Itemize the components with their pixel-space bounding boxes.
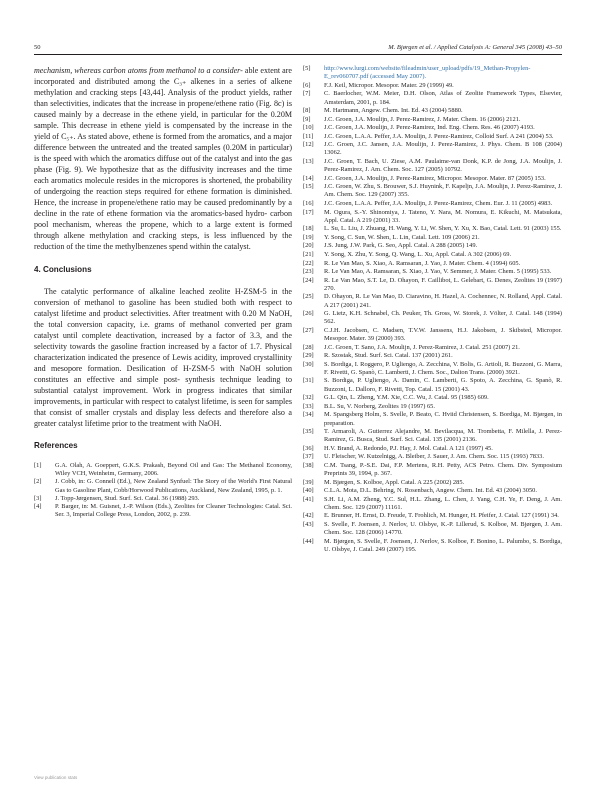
reference-item [303,479,562,487]
text-line: in the conversion of methanol to gasoline has been studied both [34,287,293,307]
reference-text: B.L. Su, V. Norberg, Zeolites 19 (1997) 65. [324,402,435,410]
reference-number: [17] [303,208,314,216]
reference-number: [34] [303,411,314,419]
reference-number: [3] [34,494,42,502]
reference-item [303,361,562,377]
left-column [34,65,292,519]
reference-text: C.J.H. Jacobsen, C. Madsen, T.V.W. Janssens, H.J. Jakobsen, J. Skibsted, Micropor. Mesopor. Mater. 39 (2000) 393. [324,326,562,343]
reference-text: R. Le Van Mao, S. Xiao, A. Ramsaran, J. Yao, J. Mater. Chem. 4 (1994) 605. [324,259,521,267]
text-line: sample. This decrease in ethene yield is compensated by the [34,121,243,130]
reference-number: [26] [303,310,314,318]
reference-item [303,242,562,250]
text-line: Work in progress indicates that similar improvements, in [34,386,292,406]
reference-text: M. Bjørgen, S. Svelle, F. Joensen, J. Nerlov, S. Kolboe, F. Bonino, L. Palumbo, S. Bordiga, U. Olsbye, J. Catal. 249 (2007) 195. [324,537,562,553]
reference-item [303,183,562,199]
text-line: with respect to catalyst lifetime and product selectivities. After [34,298,293,318]
reference-number: [7] [303,90,311,98]
text-line: that the increase in propene/ethene ratio (Fig. 8c) is caused mainly [34,99,292,119]
reference-number: [21] [303,250,314,258]
reference-text: G.L. Qin, L. Zheng, Y.M. Xie, C.C. Wu, J. Catal. 95 (1985) 609. [324,394,489,402]
reference-item [303,175,562,183]
text-line: shortened, the probability of undergoing the reaction steps [34,176,292,196]
reference-item [303,293,562,309]
reference-item [303,268,562,276]
section-heading-conclusions: 4. Conclusions [34,265,92,274]
text-line: crystallinity and mesopore formation. Desilication of H-ZSM-5 [34,353,292,373]
reference-item [303,141,562,157]
reference-number: [27] [303,326,314,334]
reference-item [303,133,562,141]
text-line: by a decrease in the ethene yield, in particular for the 0.20M [84,110,293,119]
reference-item [303,377,562,393]
reference-item [303,445,562,453]
reference-text: H.V. Brand, A. Redondo, P.J. Hay, J. Mol. Catal. A 121 (1997) 45. [324,444,493,452]
reference-item [303,496,562,512]
reference-text: P. Barger, in: M. Guisnet, J.-P. Wilson (Eds.), Zeolites for Cleaner Technologies: Catal. Sci. Ser. 3, Imperial College Press, London, 2002, p. 239. [55,503,292,519]
reference-number: [40] [303,487,314,495]
reference-number: [1] [34,462,42,469]
reference-item [303,251,562,259]
reference-number: [14] [303,174,314,182]
reference-item [303,116,562,124]
text-line: increase in the yield of C₅₊. As stated above, ethene is formed from [34,121,292,141]
reference-number: [31] [303,377,314,385]
reference-item [303,344,562,352]
reference-number: [25] [303,293,314,301]
reference-text: J.S. Jung, J.W. Park, G. Seo, Appl. Catal. A 288 (2005) 149. [324,242,478,250]
reference-number: [44] [303,537,314,545]
reference-item [303,90,562,106]
text-line: time each aromatics molecule resides in the micropores is [34,165,292,185]
reference-text: M. Spangsberg Holm, S. Svelle, P. Beato, C. Hviid Christensen, S. Bordiga, M. Bjørgen, in preparation. [324,411,562,427]
reference-text: R. Le Van Mao, S.T. Le, D. Ohayon, F. Caillibot, L. Gelebart, G. Denes, Zeolites 19 (1997) 270. [324,276,562,292]
reference-text: U. Fleischer, W. Kutzelnigg, A. Bleiber, J. Sauer, J. Am. Chem. Soc. 115 (1993) 7833. [324,453,544,461]
reference-number: [19] [303,233,314,241]
text-line: spend within the catalyst. [168,242,251,251]
reference-number: [16] [303,200,314,208]
reference-number: [43] [303,521,314,529]
reference-url-link[interactable]: http://www.lurgi.com/website/fileadmin/user_upload/pdfs/19_Methan-Propylen-E_rev060707.pdf (accessed May 2007). [324,65,531,81]
reference-text: J.C. Groen, L.A.A. Peffer, J.A. Moulijn, J. Perez-Ramirez, Chem. Eur. J. 11 (2005) 4983. [324,200,553,208]
reference-number: [13] [303,157,314,165]
reference-item [303,411,562,427]
text-line: synthesis technique leading to substantial catalyst improvement. [34,375,292,395]
reference-number: [15] [303,183,314,191]
reference-item [34,503,292,519]
reference-item [303,394,562,402]
reference-item-link[interactable] [303,65,562,81]
text-line: the aromatics diffuse out of the catalyst and into the gas phase [34,154,292,174]
reference-number: [39] [303,478,314,486]
reference-number: [32] [303,394,314,402]
reference-list-right [303,65,562,554]
reference-item [303,124,562,132]
reference-item [303,521,562,537]
reference-text: F.J. Keil, Micropor. Mesopor. Mater. 29 (1999) 49. [324,81,454,89]
reference-item [303,487,562,495]
reference-text: C.M. Tsang, P.-S.E. Dai, F.P. Mertens, R.H. Petty, ACS Petro. Chem. Div. Symposium Preprints 39, 1994, p. 367. [324,461,562,478]
reference-item [303,209,562,225]
text-line: grams of methanol converted per gram catalyst until complete [34,320,292,340]
text-line: the aromatics, and a major difference between the untreated and [34,132,292,152]
reference-item [34,478,292,494]
reference-item [303,352,562,360]
reference-text: M. Hartmann, Angew. Chem. Int. Ed. 43 (2004) 5880. [324,107,463,115]
text-line: the treated samples (0.20M in particular) is the speed with which [34,143,293,163]
reference-item [303,327,562,343]
text-line: in a series of alkene methylation and cracking steps [43,44]. [34,77,292,97]
reference-number: [35] [303,428,314,436]
reference-text: T. Armaroli, A. Gutierrez Alejandre, M. Bevilacqua, M. Trombetta, F. Milella, J. Perez-Ramirez, G. Busca, Stud. Surf. Sci. Catal. 135 (2001) 2136. [324,428,562,444]
text-line: extent is formed through alkene methylation and cracking steps, is [34,220,293,240]
text-line: Analysis of the product yields, rather than selectivities, indicates [34,88,292,108]
reference-item [303,234,562,242]
reference-text: G. Lietz, K.H. Schnabel, Ch. Peuker, Th. Gross, W. Storek, J. Völter, J. Catal. 148 (1994) 562. [324,310,562,326]
reference-text: G.A. Olah, A. Goeppert, G.K.S. Prakash, Beyond Oil and Gas: The Methanol Economy, Wiley VCH, Weinheim, Germany, 2006. [55,462,292,478]
journal-reference: M. Bjørgen et al. / Applied Catalysis A: General 345 (2008) 43–50 [388,44,562,51]
reference-number: [5] [303,65,311,72]
reference-item [303,538,562,554]
reference-item [303,512,562,520]
reference-text: C.L.A. Mota, D.L. Behring, N. Rosenbach, Angew. Chem. Int. Ed. 43 (2004) 3050. [324,487,537,495]
reference-number: [4] [34,503,42,511]
text-line: treatment with 0.20 M NaOH, the total conversion capacity, i.e. [34,309,293,329]
reference-text: M. Bjørgen, S. Kolboe, Appl. Catal. A 225 (2002) 285. [324,478,465,486]
text-line: that consist of smaller crystals and display less defects and [34,408,240,417]
reference-item [303,310,562,326]
reference-number: [23] [303,268,314,276]
text-line: characterization indicated the presence of Lewis acidity, improved [34,353,254,362]
reference-text: S. Bordiga, P. Ugliengo, A. Damin, C. Lamberti, G. Spoto, A. Zecchina, G. Spanò, R. Buzzoni, L. Dalloro, F. Rivetti, Top. Catal. 15 (2001) 43. [324,377,562,393]
reference-item [34,462,292,478]
reference-item [303,403,562,411]
reference-text: J.C. Groen, J.C. Jansen, J.A. Moulijn, J. Perez-Ramirez, J. Phys. Chem. B 108 (2004) 13062. [324,141,562,157]
reference-number: [2] [34,478,42,486]
reference-item [303,158,562,174]
reference-number: [29] [303,352,314,360]
text-line: towards the gasoline fraction increased by a factor of 1.7. Physical [69,342,292,351]
reference-text: R. Le Van Mao, A. Ramsaran, S. Xiao, J. Yao, V. Semmer, J. Mater. Chem. 5 (1995) 533. [324,268,552,276]
section-heading-references: References [34,441,78,450]
reference-number: [42] [303,512,314,520]
reference-item [303,453,562,461]
reference-item [303,225,562,233]
reference-number: [9] [303,115,311,123]
text-line: therefore also a greater catalyst lifetime prior to the treatment [34,408,293,428]
reference-text: D. Ohayon, R. Le Van Mao, D. Ciaravino, H. Hazel, A. Cochennec, N. Rolland, Appl. Catal. A 217 (2001) 241. [324,293,562,309]
reference-number: [37] [303,453,314,461]
reference-text: J.C. Groen, J.A. Moulijn, J. Perez-Ramirez, Micropor. Mesopor. Mater. 87 (2005) 153. [324,174,546,182]
reference-number: [36] [303,444,314,452]
reference-item [34,495,292,503]
reference-item [303,277,562,293]
reference-text: J.C. Groen, T. Bach, U. Ziese, A.M. Paulaime-van Donk, K.P. de Jong, J.A. Moulijn, J. Perez-Ramirez, J. Am. Chem. Soc. 127 (2005) 10792. [324,157,562,174]
reference-number: [11] [303,132,314,140]
reference-item [303,260,562,268]
text-line: carbon pool mechanism, whereas the propene, which to a large [34,209,293,229]
reference-list-left [34,462,292,519]
text-line: in propene/ethene ratio may be caused predominantly by a decline [34,198,292,218]
text-line: mechanism, whereas carbon atoms from methanol to a consider- [34,66,245,75]
reference-number: [6] [303,81,311,89]
conclusions-paragraph [34,286,292,429]
text-line: with NaOH. [182,419,222,428]
reference-number: [30] [303,360,314,368]
reference-item [303,462,562,478]
page-number: 50 [34,44,41,51]
reference-text: Y. Song, C. Sun, W. Shen, L. Lin, Catal. Lett. 109 (2006) 21. [324,233,480,241]
reference-text: R. Szostak, Stud. Surf. Sci. Catal. 137 (2001) 261. [324,352,453,360]
reference-text: J.C. Groen, J.A. Moulijn, J. Perez-Ramirez, Ind. Eng. Chem. Res. 46 (2007) 4193. [324,124,535,132]
reference-text: S. Bordiga, I. Roggero, P. Ugliengo, A. Zecchina, V. Bolis, G. Artioli, R. Buzzoni, G. Marra, F. Rivetti, G. Spanò, C. Lamberti, J. Chem. Soc., Dalton Trans. (2000) 3921. [324,360,562,376]
reference-number: [18] [303,225,314,233]
reference-text: J.C. Groen, L.A.A. Peffer, J.A. Moulijn, J. Perez-Ramirez, Colloid Surf. A 241 (2004) 53. [324,132,554,140]
text-line: (Fig. 9). We hypothesize that as the diffusivity increases and the [55,165,278,174]
reference-text: J.C. Groen, J.A. Moulijn, J. Perez-Ramirez, J. Mater. Chem. 16 (2006) 2121. [324,115,521,123]
text-line: required for ethene formation is diminished. Hence, the increase [34,187,293,207]
reference-text: L. Su, L. Liu, J. Zhuang, H. Wang, Y. Li, W. Shen, Y. Xu, X. Bao, Catal. Lett. 91 (2003) 155. [324,225,562,233]
reference-number: [41] [303,495,314,503]
reference-item [303,428,562,444]
reference-item [303,107,562,115]
reference-number: [20] [303,242,314,250]
reference-text: S. Svelle, F. Joensen, J. Nerlov, U. Olsbye, K.-P. Lillerud, S. Kolboe, M. Bjørgen, J. Am. Chem. Soc. 128 (2006) 14770. [324,521,562,537]
text-line: able extent are incorporated and distributed among the C₃₊ alkenes [34,66,292,86]
footer-note: View publication stats [34,775,78,780]
reference-number: [22] [303,259,314,267]
reference-text: J.C. Groen, T. Sano, J.A. Moulijn, J. Perez-Ramirez, J. Catal. 251 (2007) 21. [324,343,520,351]
reference-text: S.H. Li, A.M. Zheng, Y.C. Sul, H.L. Zhang, L. Chen, J. Yang, C.H. Ye, F. Deng, J. Am. Chem. Soc. 129 (2007) 11161. [324,495,562,511]
reference-number: [10] [303,124,314,132]
text-line: deactivation, increased by a factor of 3.3, and the selectivity [34,331,292,351]
reference-number: [33] [303,402,314,410]
reference-item [303,82,562,90]
text-line: in the rate of ethene formation via the aromatics-based hydro- [60,209,271,218]
right-column [303,65,562,555]
reference-text: M. Ogura, S.-Y. Shinomiya, J. Tateno, Y. Nara, M. Nomura, E. Kikuchi, M. Matsukata, Appl. Catal. A 219 (2001) 33. [324,208,562,224]
running-header [34,43,562,55]
reference-text: J. Topp-Jørgensen, Stud. Surf. Sci. Catal. 36 (1988) 293. [55,494,200,502]
text-line: less influenced by the reduction of the time the methylbenzenes [34,231,293,251]
reference-number: [38] [303,461,314,469]
reference-text: Y. Song, X. Zhu, Y. Song, Q. Wang, L. Xu, Appl. Catal. A 302 (2006) 69. [324,250,512,258]
reference-number: [12] [303,141,314,149]
reference-text: J.C. Groen, W. Zhu, S. Brouwer, S.J. Huynink, F. Kapeljn, J.A. Moulijn, J. Perez-Ramirez, J. Am. Chem. Soc. 129 (2007) 355. [324,183,562,199]
text-line: particular with respect to catalyst lifetime, is seen for samples [92,397,292,406]
discussion-paragraph [34,65,292,252]
reference-text: J. Cobb, in: G. Connell (Ed.), New Zealand Synfuel: The Story of the World's First Natural Gas to Gasoline Plant, Cobb/Horwood Publications, Auckland, New Zealand, 1995, p. 1. [55,478,292,494]
reference-number: [8] [303,107,311,115]
reference-text: E. Brunner, H. Ernst, D. Freude, T. Frohlich, M. Hunger, H. Pfeifer, J. Catal. 127 (1991) 34. [324,512,559,520]
text-line: The catalytic performance of alkaline leached zeolite H-ZSM-5 [44,287,272,296]
reference-item [303,200,562,208]
reference-text: C. Baerlocher, W.M. Meier, D.H. Olson, Atlas of Zeolite Framework Types, Elsevier, Amsterdam, 2001, p. 184. [324,90,562,106]
reference-number: [24] [303,276,314,284]
text-line: with NaOH solution constitutes an effective and simple post- [34,364,292,384]
reference-number: [28] [303,343,314,351]
